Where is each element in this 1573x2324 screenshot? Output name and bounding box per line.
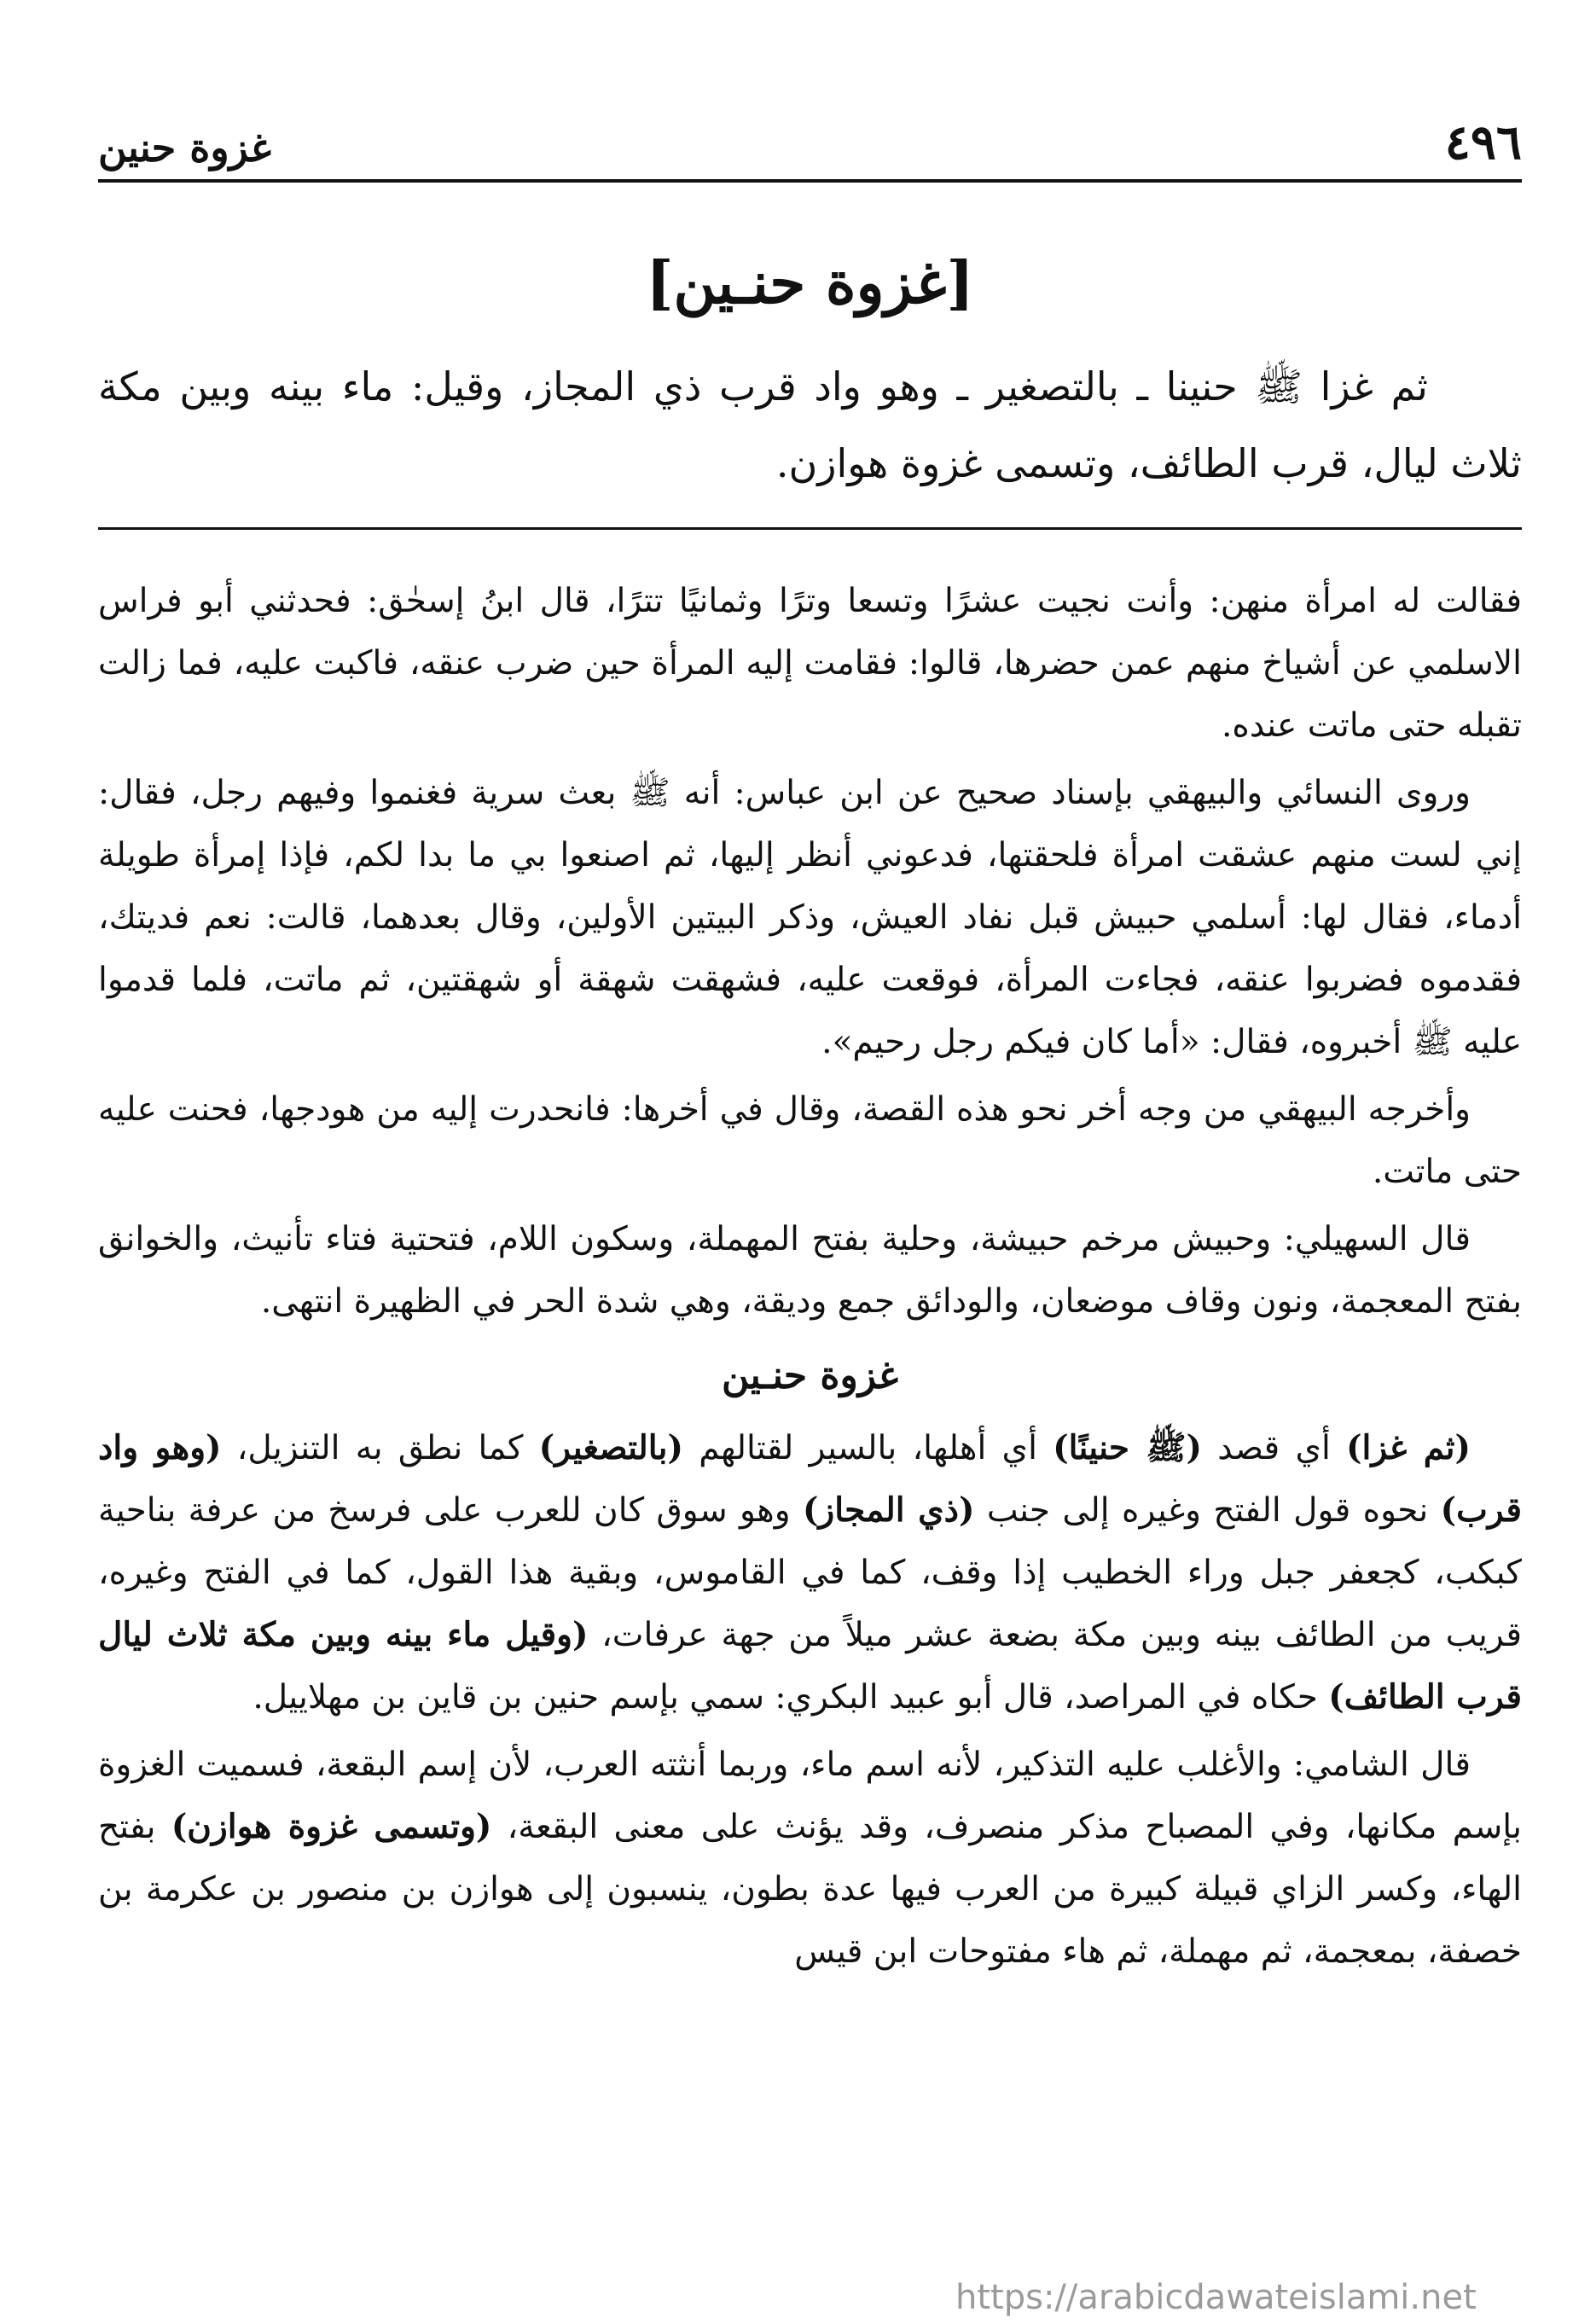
- quoted-text: (وتسمى غزوة هوازن): [171, 1807, 492, 1846]
- section-rule: [98, 527, 1522, 530]
- commentary-paragraph-3: وأخرجه البيهقي من وجه أخر نحو هذه القصة، وقال في أخرها: فانحدرت إليه من هودجها، فحنت عليه حتى ماتت.: [98, 1090, 1522, 1191]
- explanation-text: أي قصد: [1201, 1429, 1347, 1467]
- commentary-paragraph-6: [98, 1734, 1522, 1983]
- commentary-subheading: غزوة حنـين: [721, 1354, 899, 1397]
- commentary-paragraph-1: فقالت له امرأة منهن: وأنت نجيت عشرًا وتسعا وترًا وثمانيًا تترًا، قال ابنُ إسحٰق: فحدثني أبو فراس الاسلمي عن أشياخ منهم عمن حضرها، قالوا: فقامت إليه المرأة حين ضرب عنقه، فاكبت عليه، فما زالت تقبله حتى ماتت عنده.: [98, 582, 1522, 745]
- chapter-title: [غزوة حنـين]: [646, 249, 974, 317]
- quoted-text: (ﷺ حنينًا): [1053, 1428, 1202, 1467]
- main-paragraph: ثم غزا ﷺ حنينا ـ بالتصغير ـ وهو واد قرب ذي المجاز، وقيل: ماء بينه وبين مكة ثلاث ليال، قرب الطائف، وتسمى غزوة هوازن.: [98, 363, 1522, 486]
- explanation-text: قال الشامي: والأغلب عليه التذكير، لأنه اسم ماء، وربما أنثته العرب، لأن إسم البقعة، فسميت الغزوة بإسم مكانها، وفي المصباح مذكر منصرف، وقد يؤنث على معنى البقعة،: [98, 1746, 1523, 1846]
- quoted-text: (ذي المجاز): [802, 1490, 975, 1530]
- commentary-paragraph-4: قال السهيلي: وحبيش مرخم حبيشة، وحلية بفتح المهملة، وسكون اللام، فتحتية فتاء تأنيث، والخوانق بفتح المعجمة، ونون وقاف موضعان، والودائق جمع وديقة، وهي شدة الحر في الظهيرة انتهى.: [98, 1220, 1522, 1321]
- quoted-text: (وهو واد قرب): [98, 1428, 1522, 1530]
- commentary-paragraph-5: [98, 1417, 1522, 1728]
- explanation-text: بفتح الهاء، وكسر الزاي قبيلة كبيرة من العرب فيها عدة بطون، ينسبون إلى هوازن بن منصور بن عكرمة بن خصفة، بمعجمة، ثم مهملة، ثم هاء مفتوحات ابن قيس: [98, 1808, 1522, 1971]
- explanation-text: أي أهلها، بالسير لقتالهم: [682, 1429, 1054, 1467]
- main-text: [98, 348, 1522, 502]
- header-rule: [98, 179, 1522, 183]
- running-title: غزوة حنين: [98, 125, 271, 171]
- watermark-url: https://arabicdawateislami.net: [955, 2278, 1477, 2317]
- explanation-text: حكاه في المراصد، قال أبو عبيد البكري: سمي بإسم حنين بن قاين بن مهلاييل.: [252, 1678, 1329, 1717]
- page-header: [98, 111, 1522, 171]
- commentary-paragraph-2: وروى النسائي والبيهقي بإسناد صحيح عن ابن عباس: أنه ﷺ بعث سرية فغنموا وفيهم رجل، فقال: إني لست منهم عشقت امرأة فلحقتها، فدعوني أنظر إليها، ثم اصنعوا بي ما بدا لكم، فإذا إمرأة طويلة أدماء، فقال لها: أسلمي حبيش قبل نفاد العيش، وذكر البيتين الأولين، وقال بعدهما، قالت: نعم فديتك، فقدموه فضربوا عنقه، فجاءت المرأة، فوقعت عليه، فشهقت شهقة أو شهقتين، ثم ماتت، فلما قدموا عليه ﷺ أخبروه، فقال: «أما كان فيكم رجل رحيم».: [98, 774, 1522, 1061]
- quoted-text: (ثم غزا): [1346, 1428, 1471, 1467]
- quoted-text: (وقيل ماء بينه وبين مكة ثلاث ليال قرب الطائف): [98, 1615, 1522, 1717]
- page-number: ٤٩٦: [1444, 114, 1522, 171]
- explanation-text: وهو سوق كان للعرب على فرسخ من عرفة بناحية كبكب، كجعفر جبل وراء الخطيب إذا وقف، كما في القاموس، وبقية هذا القول، كما في الفتح وغيره، قريب من الطائف بينه وبين مكة بضعة عشر ميلاً من جهة عرفات،: [98, 1491, 1522, 1654]
- explanation-text: كما نطق به التنزيل،: [221, 1429, 539, 1467]
- quoted-text: (بالتصغير): [538, 1428, 683, 1467]
- explanation-text: نحوه قول الفتح وغيره إلى جنب: [974, 1491, 1441, 1530]
- commentary: [98, 570, 1522, 1988]
